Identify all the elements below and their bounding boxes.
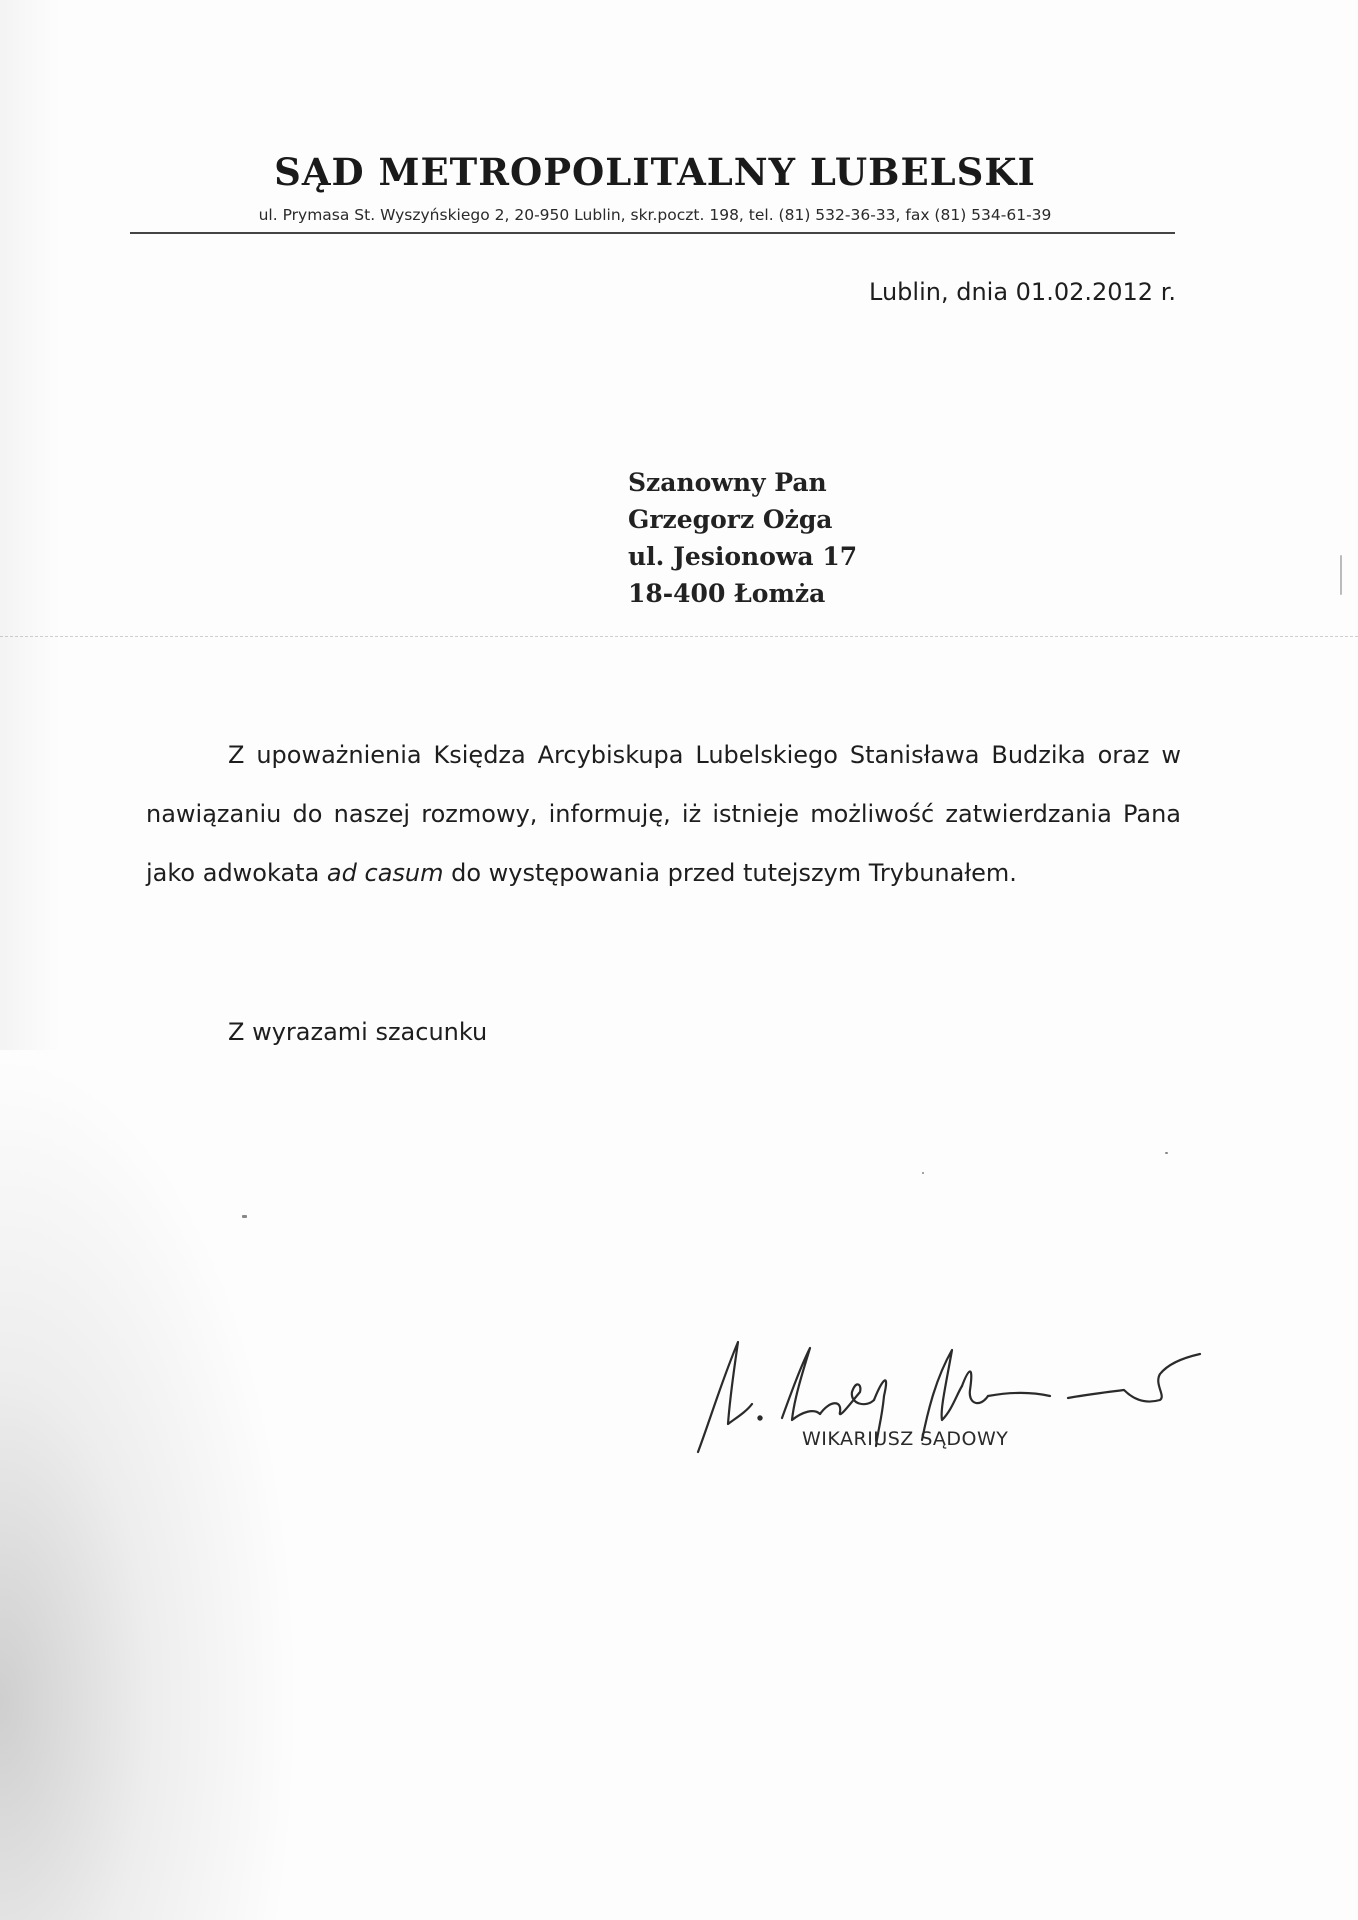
body-paragraph: [146, 726, 1181, 903]
paper-fold-line: [0, 636, 1358, 637]
recipient-name: Grzegorz Ożga: [628, 505, 833, 534]
recipient-street: ul. Jesionowa 17: [628, 542, 858, 571]
letterhead-divider: [130, 232, 1175, 234]
scan-speck: [1340, 555, 1342, 595]
body-text-part1: Z upoważnienia Księdza Arcybiskupa Lubelskiego Stanisława Budzika oraz w nawiązaniu do naszej rozmowy, informuję, iż istnieje możliwość zatwierdzania Pana jako adwokata: [146, 741, 1181, 887]
letterhead: [130, 150, 1180, 224]
body-italic-phrase: ad casum: [326, 859, 444, 887]
court-name: SĄD METROPOLITALNY LUBELSKI: [274, 150, 1036, 194]
court-address: ul. Prymasa St. Wyszyńskiego 2, 20-950 Lublin, skr.poczt. 198, tel. (81) 532-36-33, fax (81) 534-61-39: [258, 206, 1052, 224]
letter-body: [146, 726, 1181, 903]
recipient-block: [628, 464, 857, 612]
date-line: Lublin, dnia 01.02.2012 r.: [869, 278, 1176, 306]
scan-speck: [242, 1215, 247, 1218]
scan-shadow-edge: [0, 0, 60, 1050]
closing-phrase: Z wyrazami szacunku: [228, 1018, 488, 1046]
recipient-salutation: Szanowny Pan: [628, 468, 827, 497]
scan-speck: [922, 1172, 924, 1174]
recipient-city: 18-400 Łomża: [628, 579, 826, 608]
body-text-part2: do występowania przed tutejszym Trybunałem.: [443, 859, 1017, 887]
scan-speck: [1165, 1152, 1168, 1154]
scan-shadow: [0, 1050, 300, 1920]
signatory-title: WIKARIUSZ SĄDOWY: [802, 1428, 1009, 1450]
